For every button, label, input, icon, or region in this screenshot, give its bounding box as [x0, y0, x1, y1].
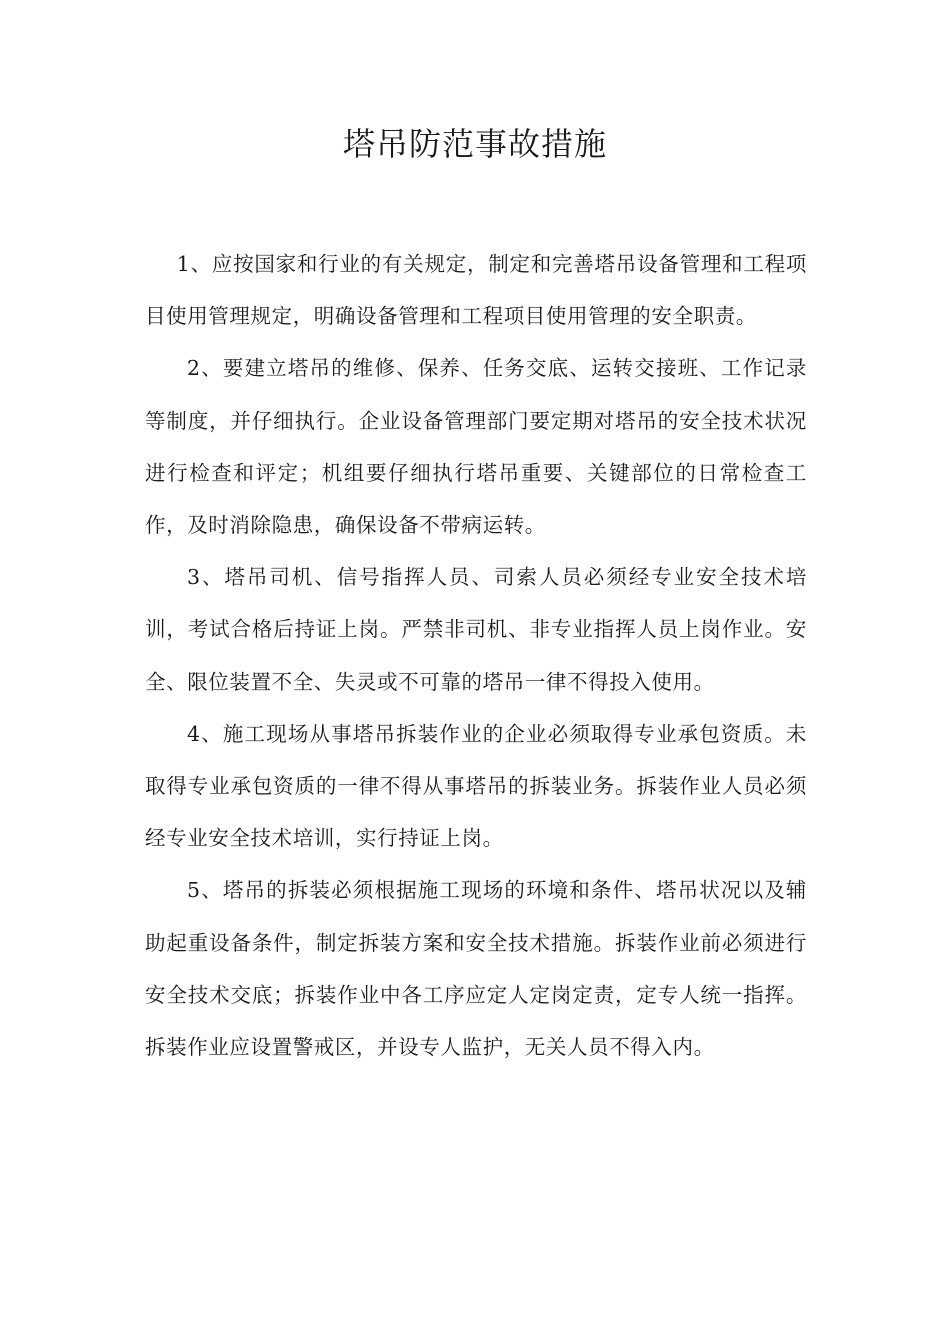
paragraph-5: 5、塔吊的拆装必须根据施工现场的环境和条件、塔吊状况以及辅助起重设备条件，制定拆装方案和安全技术措施。拆装作业前必须进行安全技术交底；拆装作业中各工序应定人定岗定责，定专人统一指挥。拆装作业应设置警戒区，并设专人监护，无关人员不得入内。	[145, 878, 807, 1060]
paragraph-2: 2、要建立塔吊的维修、保养、任务交底、运转交接班、工作记录等制度，并仔细执行。企业设备管理部门要定期对塔吊的安全技术状况进行检查和评定；机组要仔细执行塔吊重要、关键部位的日常检查工作，及时消除隐患，确保设备不带病运转。	[145, 356, 807, 538]
paragraph-4: 4、施工现场从事塔吊拆装作业的企业必须取得专业承包资质。未取得专业承包资质的一律不得从事塔吊的拆装业务。拆装作业人员必须经专业安全技术培训，实行持证上岗。	[145, 721, 807, 851]
paragraph-3: 3、塔吊司机、信号指挥人员、司索人员必须经专业安全技术培训，考试合格后持证上岗。严禁非司机、非专业指挥人员上岗作业。安全、限位装置不全、失灵或不可靠的塔吊一律不得投入使用。	[145, 565, 807, 694]
document-body	[145, 238, 807, 1073]
document-title: 塔吊防范事故措施	[342, 125, 607, 163]
paragraph-1: 1、应按国家和行业的有关规定，制定和完善塔吊设备管理和工程项目使用管理规定，明确设备管理和工程项目使用管理的安全职责。	[145, 252, 807, 329]
